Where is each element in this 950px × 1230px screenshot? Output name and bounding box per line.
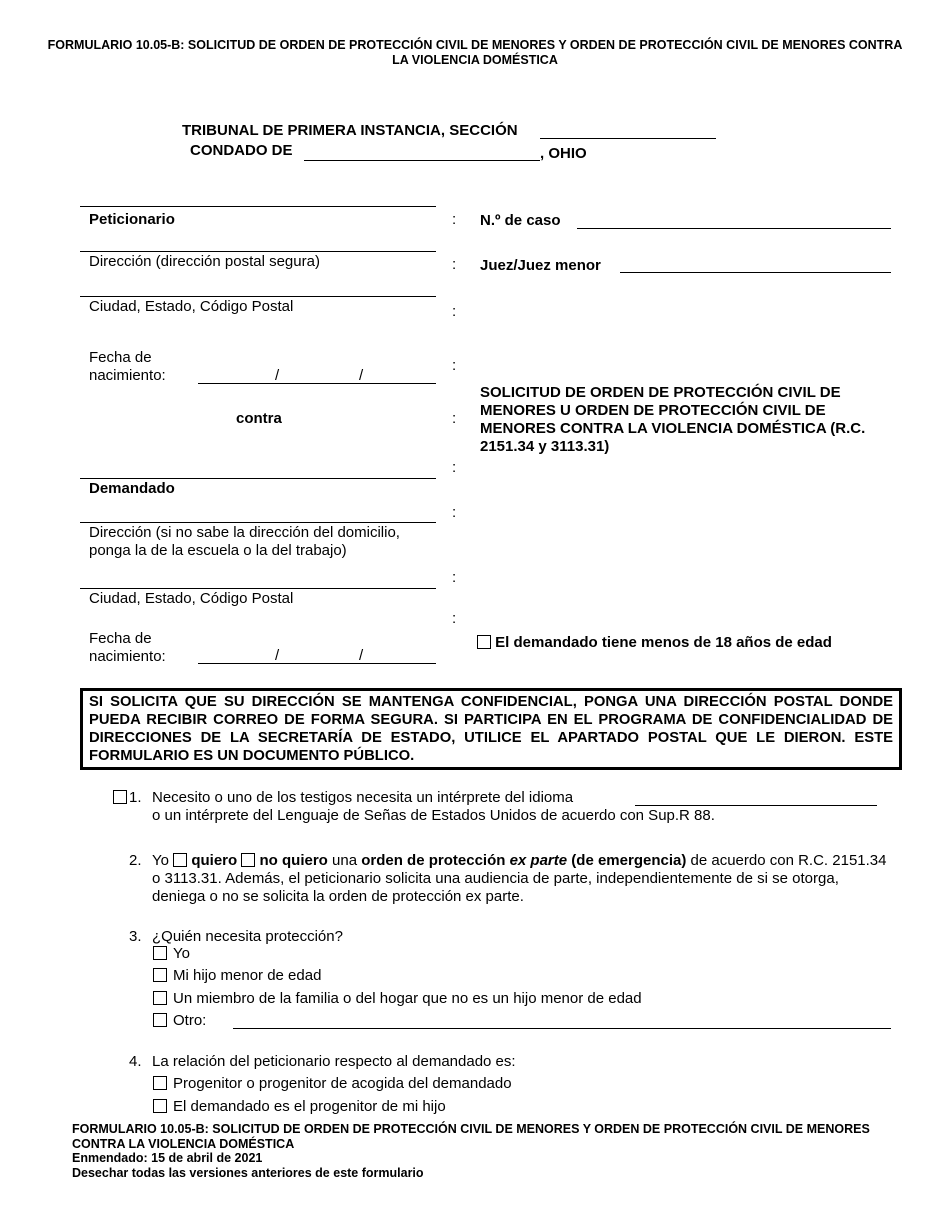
option-checkbox[interactable]: [153, 991, 167, 1005]
under-18-option[interactable]: [477, 634, 832, 652]
item-2-want: quiero: [191, 852, 238, 869]
relation-option-child-parent[interactable]: [153, 1098, 446, 1116]
option-checkbox[interactable]: [153, 968, 167, 982]
protect-option-self[interactable]: [153, 945, 190, 963]
dob-slash: /: [359, 647, 364, 664]
footer-amended: Enmendado: 15 de abril de 2021: [72, 1151, 263, 1165]
caption-colon: :: [452, 211, 457, 228]
item-2-yo: Yo: [152, 852, 169, 869]
under-18-checkbox[interactable]: [477, 635, 491, 649]
protect-option-other[interactable]: [153, 1012, 206, 1030]
not-want-checkbox[interactable]: [241, 853, 255, 867]
dob-slash: /: [359, 367, 364, 384]
petitioner-label: Peticionario: [89, 211, 175, 228]
item-3-number: 3.: [129, 928, 142, 945]
caption-colon: :: [452, 256, 457, 273]
other-field[interactable]: [233, 1028, 891, 1029]
caption-colon: :: [452, 610, 457, 627]
item-2-text: [152, 852, 892, 906]
option-label: Otro:: [173, 1012, 207, 1029]
respondent-dob-label-1: Fecha de: [89, 630, 152, 647]
item-4-number: 4.: [129, 1053, 142, 1070]
item-2-not-want: no quiero: [259, 852, 328, 869]
item-2-rest-1: de acuerdo con R.C.: [690, 852, 829, 869]
item-1-text-2: o un intérprete del Lenguaje de Señas de Estados Unidos de acuerdo con Sup.R 88.: [152, 807, 715, 824]
petitioner-address-label: Dirección (dirección postal segura): [89, 253, 320, 270]
under-18-label: El demandado tiene menos de 18 años de edad: [495, 634, 832, 651]
petitioner-dob-field[interactable]: [198, 383, 436, 384]
item-2-number: 2.: [129, 852, 142, 869]
respondent-city-label: Ciudad, Estado, Código Postal: [89, 590, 294, 607]
footer: [72, 1122, 892, 1180]
court-line-1: TRIBUNAL DE PRIMERA INSTANCIA, SECCIÓN: [182, 122, 518, 139]
county-field[interactable]: [304, 160, 540, 161]
option-checkbox[interactable]: [153, 1099, 167, 1113]
respondent-address-field[interactable]: [80, 522, 436, 523]
county-label: CONDADO DE: [190, 142, 293, 159]
footer-discard: Desechar todas las versiones anteriores de este formulario: [72, 1165, 424, 1180]
petitioner-city-label: Ciudad, Estado, Código Postal: [89, 298, 294, 315]
petitioner-city-field[interactable]: [80, 296, 436, 297]
item-1-text: Necesito o uno de los testigos necesita un intérprete del idioma: [152, 789, 574, 806]
respondent-city-field[interactable]: [80, 588, 436, 589]
option-label: Yo: [173, 945, 190, 962]
confidentiality-notice: SI SOLICITA QUE SU DIRECCIÓN SE MANTENGA CONFIDENCIAL, PONGA UNA DIRECCIÓN POSTAL DONDE PUEDA RECIBIR CORREO DE FORMA SEGURA. SI PARTICIPA EN EL PROGRAMA DE CONFIDENCIALIDAD DE DIRECCIONES DE LA SECRETARÍA DE ESTADO, UTILICE EL APARTADO POSTAL QUE LE DIERON. ESTE FORMULARIO ES UN DOCUMENTO PÚBLICO.: [80, 688, 902, 770]
dob-slash: /: [275, 647, 280, 664]
caption-colon: :: [452, 410, 457, 427]
court-section-field[interactable]: [540, 138, 716, 139]
option-label: El demandado es el progenitor de mi hijo: [173, 1098, 446, 1115]
judge-label: Juez/Juez menor: [480, 257, 601, 274]
option-checkbox[interactable]: [153, 1013, 167, 1027]
footer-form-title: FORMULARIO 10.05-B: SOLICITUD DE ORDEN DE PROTECCIÓN CIVIL DE MENORES Y ORDEN DE PROTECCIÓN CIVIL DE MENORES CONTRA LA VIOLENCIA DOMÉSTICA: [72, 1122, 870, 1151]
item-1-number: 1.: [129, 789, 142, 806]
caption-colon: :: [452, 504, 457, 521]
case-number-field[interactable]: [577, 228, 891, 229]
form-header-title: FORMULARIO 10.05-B: SOLICITUD DE ORDEN DE PROTECCIÓN CIVIL DE MENORES Y ORDEN DE PROTECCIÓN CIVIL DE MENORES CONTRA LA VIOLENCIA DOMÉSTICA: [47, 38, 903, 67]
option-checkbox[interactable]: [153, 946, 167, 960]
petitioner-dob-label-1: Fecha de: [89, 349, 152, 366]
protect-option-child[interactable]: [153, 967, 321, 985]
respondent-label: Demandado: [89, 480, 175, 497]
item-2-order: orden de protección: [361, 852, 506, 869]
respondent-address-label: Dirección (si no sabe la dirección del domicilio, ponga la de la escuela o la del trabajo): [89, 524, 400, 559]
item-2-una: una: [332, 852, 358, 869]
item-3-question: ¿Quién necesita protección?: [152, 928, 343, 945]
petitioner-name-field[interactable]: [80, 206, 436, 207]
interpreter-checkbox[interactable]: [113, 790, 127, 804]
caption-colon: :: [452, 303, 457, 320]
petitioner-address-field[interactable]: [80, 251, 436, 252]
item-2-emergency: (de emergencia): [571, 852, 687, 869]
respondent-dob-field[interactable]: [198, 663, 436, 664]
caption-colon: :: [452, 357, 457, 374]
relation-option-parent[interactable]: [153, 1075, 512, 1093]
option-label: Un miembro de la familia o del hogar que no es un hijo menor de edad: [173, 990, 642, 1007]
item-2-rest-2: 2151.34 o 3113.31. Además, el peticionario solicita una audiencia de parte, independientemente de si se otorga, deniega o no se solicita la orden de protección ex parte.: [152, 852, 887, 905]
item-2-ex-parte: ex parte: [509, 852, 568, 869]
option-checkbox[interactable]: [153, 1076, 167, 1090]
option-label: Progenitor o progenitor de acogida del demandado: [173, 1075, 512, 1092]
judge-field[interactable]: [620, 272, 891, 273]
caption-colon: :: [452, 569, 457, 586]
dob-slash: /: [275, 367, 280, 384]
protect-option-family[interactable]: [153, 990, 642, 1008]
petitioner-dob-label-2: nacimiento:: [89, 367, 166, 384]
caption-colon: :: [452, 459, 457, 476]
ohio-label: , OHIO: [540, 145, 587, 162]
want-checkbox[interactable]: [173, 853, 187, 867]
interpreter-language-field[interactable]: [635, 805, 877, 806]
case-number-label: N.º de caso: [480, 212, 561, 229]
item-4-question: La relación del peticionario respecto al demandado es:: [152, 1053, 516, 1070]
option-label: Mi hijo menor de edad: [173, 967, 322, 984]
document-title: SOLICITUD DE ORDEN DE PROTECCIÓN CIVIL DE MENORES U ORDEN DE PROTECCIÓN CIVIL DE MENORES CONTRA LA VIOLENCIA DOMÉSTICA (R.C. 2151.34 y 3113.31): [480, 384, 866, 455]
respondent-dob-label-2: nacimiento:: [89, 648, 166, 665]
respondent-name-field[interactable]: [80, 478, 436, 479]
versus-label: contra: [236, 410, 282, 427]
